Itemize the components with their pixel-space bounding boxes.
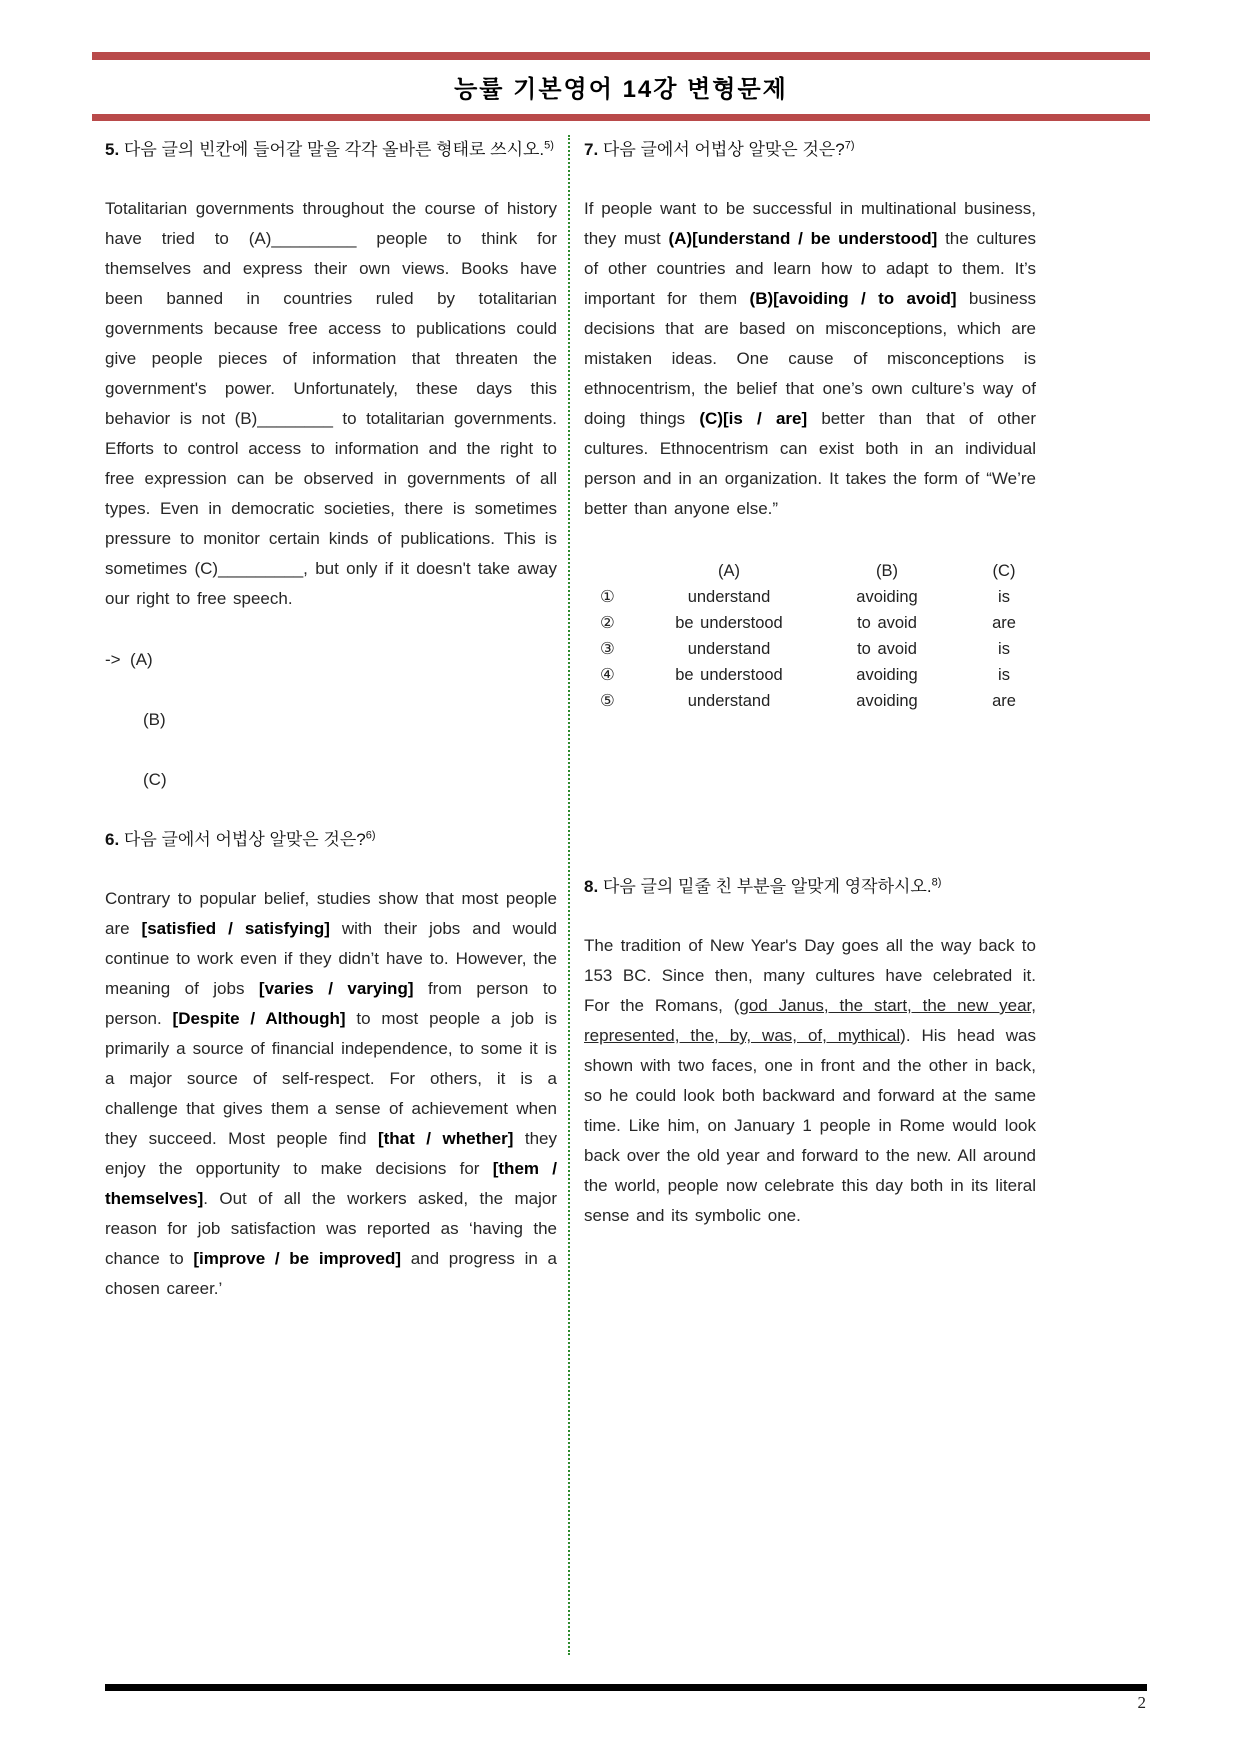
document-title: 능률 기본영어 14강 변형문제 (454, 76, 788, 103)
question-5-footnote: 5) (544, 139, 554, 152)
page-number: 2 (1137, 1693, 1146, 1712)
option-row-2-b: to avoid (857, 614, 917, 632)
right-column (584, 135, 1036, 1655)
answer-line-a: -> (A) (105, 650, 153, 669)
option-row-1-num: ① (600, 588, 615, 606)
question-6 (105, 825, 557, 1304)
option-row-3-num: ③ (600, 640, 615, 658)
option-row-1-a: understand (687, 588, 771, 606)
question-5-title (105, 135, 557, 165)
question-8-prompt: 다음 글의 밑줄 친 부분을 알맞게 영작하시오. (602, 877, 932, 896)
question-5 (105, 135, 557, 795)
option-row-4-b: avoiding (856, 666, 918, 684)
question-7-options-table (596, 558, 1036, 714)
option-row-3-a: understand (687, 640, 771, 658)
question-6-title (105, 825, 557, 855)
question-6-prompt: 다음 글에서 어법상 알맞은 것은? (123, 830, 366, 849)
question-5-prompt: 다음 글의 빈칸에 들어갈 말을 각각 올바른 형태로 쓰시오. (123, 140, 545, 159)
question-5-passage: Totalitarian governments throughout the course of history have tried to (A)_________ people to think for themselves and express their own views. Books have been banned in countries ruled by totalitarian governments because free access to publications could give people pieces of information that threaten the government's power. Unfortunately, these days this behavior is not (B)________ to totalitarian governments. Efforts to control access to information and the right to free expression can be observed in governments of all types. Even in democratic societies, there is sometimes pressure to monitor certain kinds of publications. This is sometimes (C)_________, but only if it doesn't take away our right to free speech. (105, 199, 557, 608)
question-7-passage: If people want to be successful in multinational business, they must (A)[understand / be understood] the cultures of other countries and learn how to adapt to them. It’s important for them (B)[avoiding / to avoid] business decisions that are based on misconceptions, which are mistaken ideas. One cause of misconceptions is ethnocentrism, the belief that one’s own culture’s way of doing things (C)[is / are] better than that of other cultures. Ethnocentrism can exist both in an individual person and in an organization. It takes the form of “We’re better than anyone else.” (584, 199, 1037, 518)
option-row-5-num: ⑤ (600, 692, 615, 710)
answer-line-c: (C) (143, 770, 167, 789)
option-header-spacer (596, 558, 640, 584)
question-6-footnote: 6) (365, 829, 376, 842)
option-row-2-num: ② (600, 614, 615, 632)
column-divider (568, 135, 570, 1655)
header-rule-bottom (92, 114, 1150, 121)
footer-rule (105, 1684, 1147, 1691)
option-row-1-b: avoiding (856, 588, 918, 606)
question-8-number: 8. (584, 877, 599, 896)
question-7 (584, 135, 1036, 714)
option-row-3-c: is (998, 640, 1010, 658)
question-7-title (584, 135, 1036, 165)
answer-line-b: (B) (143, 710, 166, 729)
question-5-number: 5. (105, 140, 120, 159)
option-header-b: (B) (876, 562, 898, 580)
option-row-2-c: are (992, 614, 1016, 632)
question-8-passage: The tradition of New Year's Day goes all the way back to 153 BC. Since then, many cultures have celebrated it. For the Romans, (god Janus, the start, the new year, represented, the, by, was, of, mythical). His head was shown with two faces, one in front and the other in back, so he could look both backward and forward at the same time. Like him, on January 1 people in Rome would look back over the old year and forward to the new. All around the world, people now celebrate this day both in its literal sense and its symbolic one. (584, 936, 1036, 1225)
question-7-number: 7. (584, 140, 599, 159)
option-row-4-a: be understood (675, 666, 783, 684)
question-8-title (584, 872, 1036, 902)
option-row-4-c: is (998, 666, 1010, 684)
question-7-footnote: 7) (844, 139, 855, 152)
question-7-prompt: 다음 글에서 어법상 알맞은 것은? (602, 140, 845, 159)
option-row-2-a: be understood (675, 614, 783, 632)
option-row-5-a: understand (687, 692, 771, 710)
page-content (92, 52, 1150, 1655)
question-6-number: 6. (105, 830, 120, 849)
header-rule-top (92, 52, 1150, 60)
option-row-1-c: is (998, 588, 1010, 606)
option-header-c: (C) (992, 562, 1016, 580)
option-row-3-b: to avoid (857, 640, 917, 658)
question-8 (584, 872, 1036, 1231)
option-header-a: (A) (718, 562, 740, 580)
question-8-footnote: 8) (931, 876, 942, 889)
two-column-layout (92, 135, 1150, 1655)
option-row-5-b: avoiding (856, 692, 918, 710)
question-6-passage: Contrary to popular belief, studies show that most people are [satisfied / satisfying] with their jobs and would continue to work even if they didn’t have to. However, the meaning of jobs [varies / varying] from person to person. [Despite / Although] to most people a job is primarily a source of financial independence, to some it is a major source of self-respect. For others, it is a challenge that gives them a sense of achievement when they succeed. Most people find [that / whether] they enjoy the opportunity to make decisions for [them / themselves]. Out of all the workers asked, the major reason for job satisfaction was reported as ‘having the chance to [improve / be improved] and progress in a chosen career.’ (105, 889, 558, 1298)
option-row-4-num: ④ (600, 666, 615, 684)
option-row-5-c: are (992, 692, 1016, 710)
left-column (105, 135, 557, 1655)
